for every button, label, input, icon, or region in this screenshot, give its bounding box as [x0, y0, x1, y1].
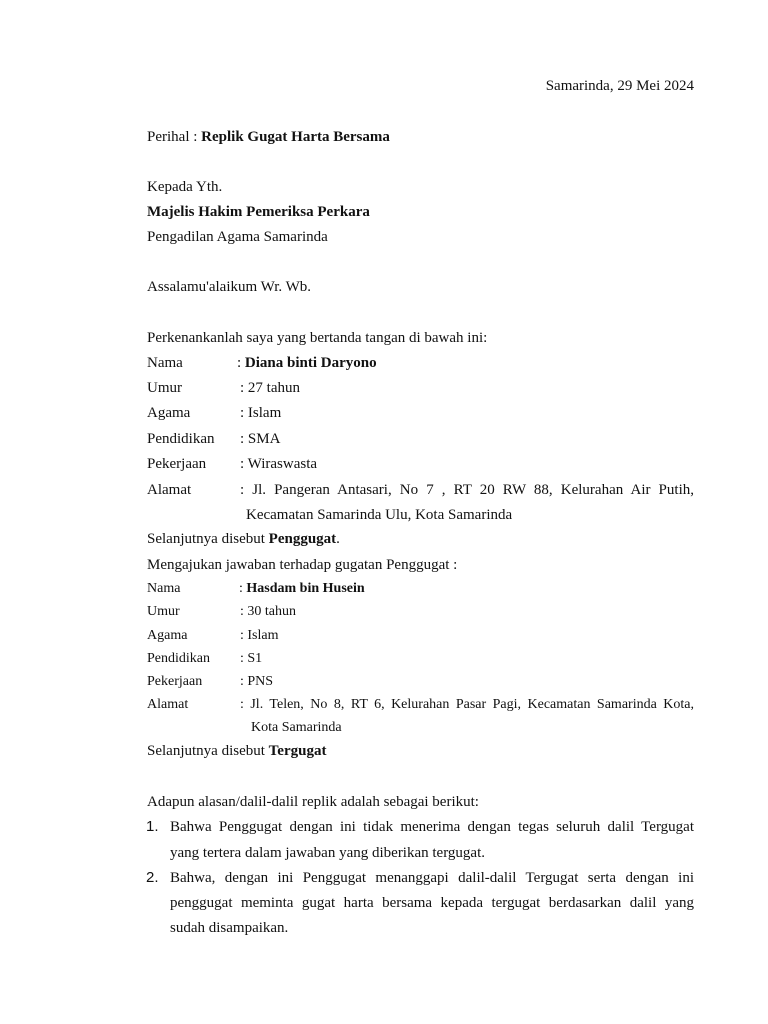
point-2-line1: Bahwa, dengan ini Penggugat menanggapi dalil-dalil Tergugat serta dengan ini: [170, 870, 694, 886]
point-2-line2: penggugat meminta gugat harta bersama kepada tergugat berdasarkan dalil yang: [170, 895, 694, 911]
intro-text: Perkenankanlah saya yang bertanda tangan di bawah ini:: [147, 330, 488, 346]
plaintiff-role-line: [147, 529, 340, 549]
plaintiff-name-row: : Diana binti Daryono: [237, 355, 377, 371]
defendant-name-value: Hasdam bin Husein: [246, 581, 365, 596]
defendant-address-line1: : Jl. Telen, No 8, RT 6, Kelurahan Pasar Pagi, Kecamatan Samarinda Kota,: [240, 697, 694, 712]
defendant-education-value: : S1: [240, 651, 263, 666]
defendant-name-label: Nama: [147, 581, 181, 596]
plaintiff-religion-label: Agama: [147, 405, 191, 421]
subject-label: Perihal :: [147, 129, 198, 145]
subject-value: Replik Gugat Harta Bersama: [201, 129, 390, 145]
defendant-education-label: Pendidikan: [147, 651, 210, 666]
plaintiff-education-value: : SMA: [240, 431, 281, 447]
response-intro: Mengajukan jawaban terhadap gugatan Penggugat :: [147, 557, 458, 573]
plaintiff-name-value: Diana binti Daryono: [244, 355, 377, 371]
defendant-address-label: Alamat: [147, 697, 189, 712]
place-date: Samarinda, 29 Mei 2024: [545, 78, 694, 94]
defendant-job-label: Pekerjaan: [147, 674, 203, 689]
recipient-greeting: Kepada Yth.: [147, 179, 223, 195]
defendant-job-value: : PNS: [240, 674, 274, 689]
plaintiff-address-label: Alamat: [147, 482, 192, 498]
subject-line: [147, 127, 390, 147]
plaintiff-education-label: Pendidikan: [147, 431, 215, 447]
salutation: Assalamu'alaikum Wr. Wb.: [147, 279, 312, 295]
defendant-role-prefix: Selanjutnya disebut: [147, 743, 265, 759]
recipient-court: Pengadilan Agama Samarinda: [147, 229, 328, 245]
defendant-role: Tergugat: [268, 743, 327, 759]
point-1-line2: yang tertera dalam jawaban yang diberikan tergugat.: [170, 845, 486, 861]
point-1-number: 1.: [146, 818, 159, 835]
plaintiff-name-label: Nama: [147, 355, 183, 371]
plaintiff-age-value: : 27 tahun: [240, 380, 300, 396]
point-1-line1: Bahwa Penggugat dengan ini tidak menerima dengan tegas seluruh dalil Tergugat: [170, 819, 694, 835]
plaintiff-age-label: Umur: [147, 380, 182, 396]
plaintiff-job-label: Pekerjaan: [147, 456, 207, 472]
point-2-number: 2.: [146, 869, 159, 886]
plaintiff-job-value: : Wiraswasta: [240, 456, 318, 472]
plaintiff-role-suffix: .: [336, 531, 340, 547]
defendant-age-label: Umur: [147, 604, 180, 619]
plaintiff-address-line1: : Jl. Pangeran Antasari, No 7 , RT 20 RW 88, Kelurahan Air Putih,: [240, 482, 694, 498]
plaintiff-role-prefix: Selanjutnya disebut: [147, 531, 265, 547]
plaintiff-role: Penggugat: [268, 531, 337, 547]
point-2-line3: sudah disampaikan.: [170, 920, 289, 936]
plaintiff-religion-value: : Islam: [240, 405, 282, 421]
recipient-name: Majelis Hakim Pemeriksa Perkara: [147, 204, 370, 220]
defendant-name-row: : Hasdam bin Husein: [239, 581, 365, 596]
defendant-address-line2: Kota Samarinda: [251, 720, 342, 735]
arguments-intro: Adapun alasan/dalil-dalil replik adalah sebagai berikut:: [147, 794, 479, 810]
defendant-religion-value: : Islam: [240, 628, 279, 643]
defendant-role-line: [147, 741, 326, 761]
defendant-religion-label: Agama: [147, 628, 188, 643]
plaintiff-address-line2: Kecamatan Samarinda Ulu, Kota Samarinda: [246, 507, 513, 523]
defendant-age-value: : 30 tahun: [240, 604, 296, 619]
